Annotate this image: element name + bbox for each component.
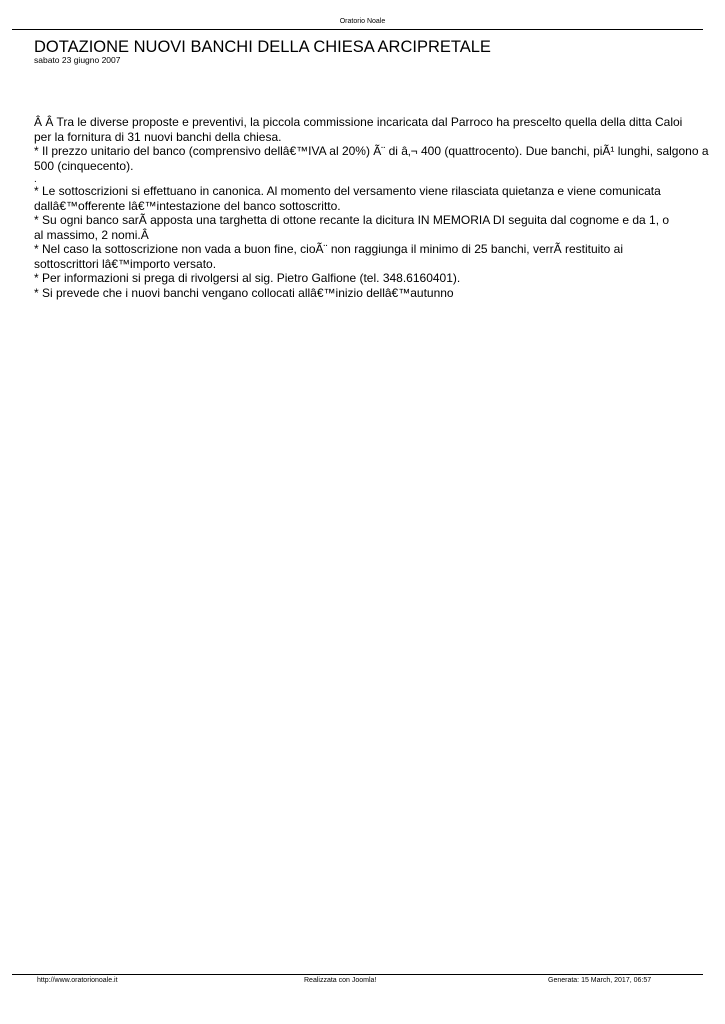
- body-line: sottoscrittori lâ€™importo versato.: [34, 256, 217, 271]
- body-line: 500 (cinquecento).: [34, 158, 134, 173]
- body-line: * Per informazioni si prega di rivolgersi al sig. Pietro Galfione (tel. 348.6160401).: [34, 271, 461, 285]
- body-line: dallâ€™offerente lâ€™intestazione del banco sottoscritto.: [34, 198, 341, 213]
- body-line: Â Â Tra le diverse proposte e preventivi, la piccola commissione incaricata dal Parroco ha prescelto quella della ditta Caloi: [34, 115, 683, 129]
- footer-generated-date: Generata: 15 March, 2017, 06:57: [548, 977, 652, 984]
- article-body: [34, 115, 720, 300]
- footer-site-url: http://www.oratorionoale.it: [37, 977, 118, 984]
- header-divider: [12, 29, 703, 30]
- body-line: * Nel caso la sottoscrizione non vada a buon fine, cioÃ¨ non raggiunga il minimo di 25 banchi, verrÃ restituito ai: [34, 242, 623, 256]
- body-line: al massimo, 2 nomi.Â: [34, 227, 149, 242]
- body-line: * Si prevede che i nuovi banchi vengano collocati allâ€™inizio dellâ€™autunno: [34, 285, 454, 300]
- body-separator-dot: .: [34, 174, 37, 185]
- body-line: * Il prezzo unitario del banco (comprensivo dellâ€™IVA al 20%) Ã¨ di â‚¬ 400 (quattrocento). Due banchi, piÃ¹ lunghi, salgono a: [34, 144, 709, 158]
- article-title: DOTAZIONE NUOVI BANCHI DELLA CHIESA ARCIPRETALE: [34, 38, 491, 56]
- site-name-header: Oratorio Noale: [339, 18, 386, 25]
- body-line: per la fornitura di 31 nuovi banchi della chiesa.: [34, 129, 282, 144]
- body-line: * Su ogni banco sarÃ apposta una targhetta di ottone recante la dicitura IN MEMORIA DI seguita dal cognome e da 1, o: [34, 213, 670, 227]
- article-date: sabato 23 giugno 2007: [34, 55, 121, 65]
- body-line: * Le sottoscrizioni si effettuano in canonica. Al momento del versamento viene rilasciata quietanza e viene comunicata: [34, 184, 661, 198]
- footer-credit: Realizzata con Joomla!: [304, 977, 377, 984]
- footer-divider: [12, 974, 703, 975]
